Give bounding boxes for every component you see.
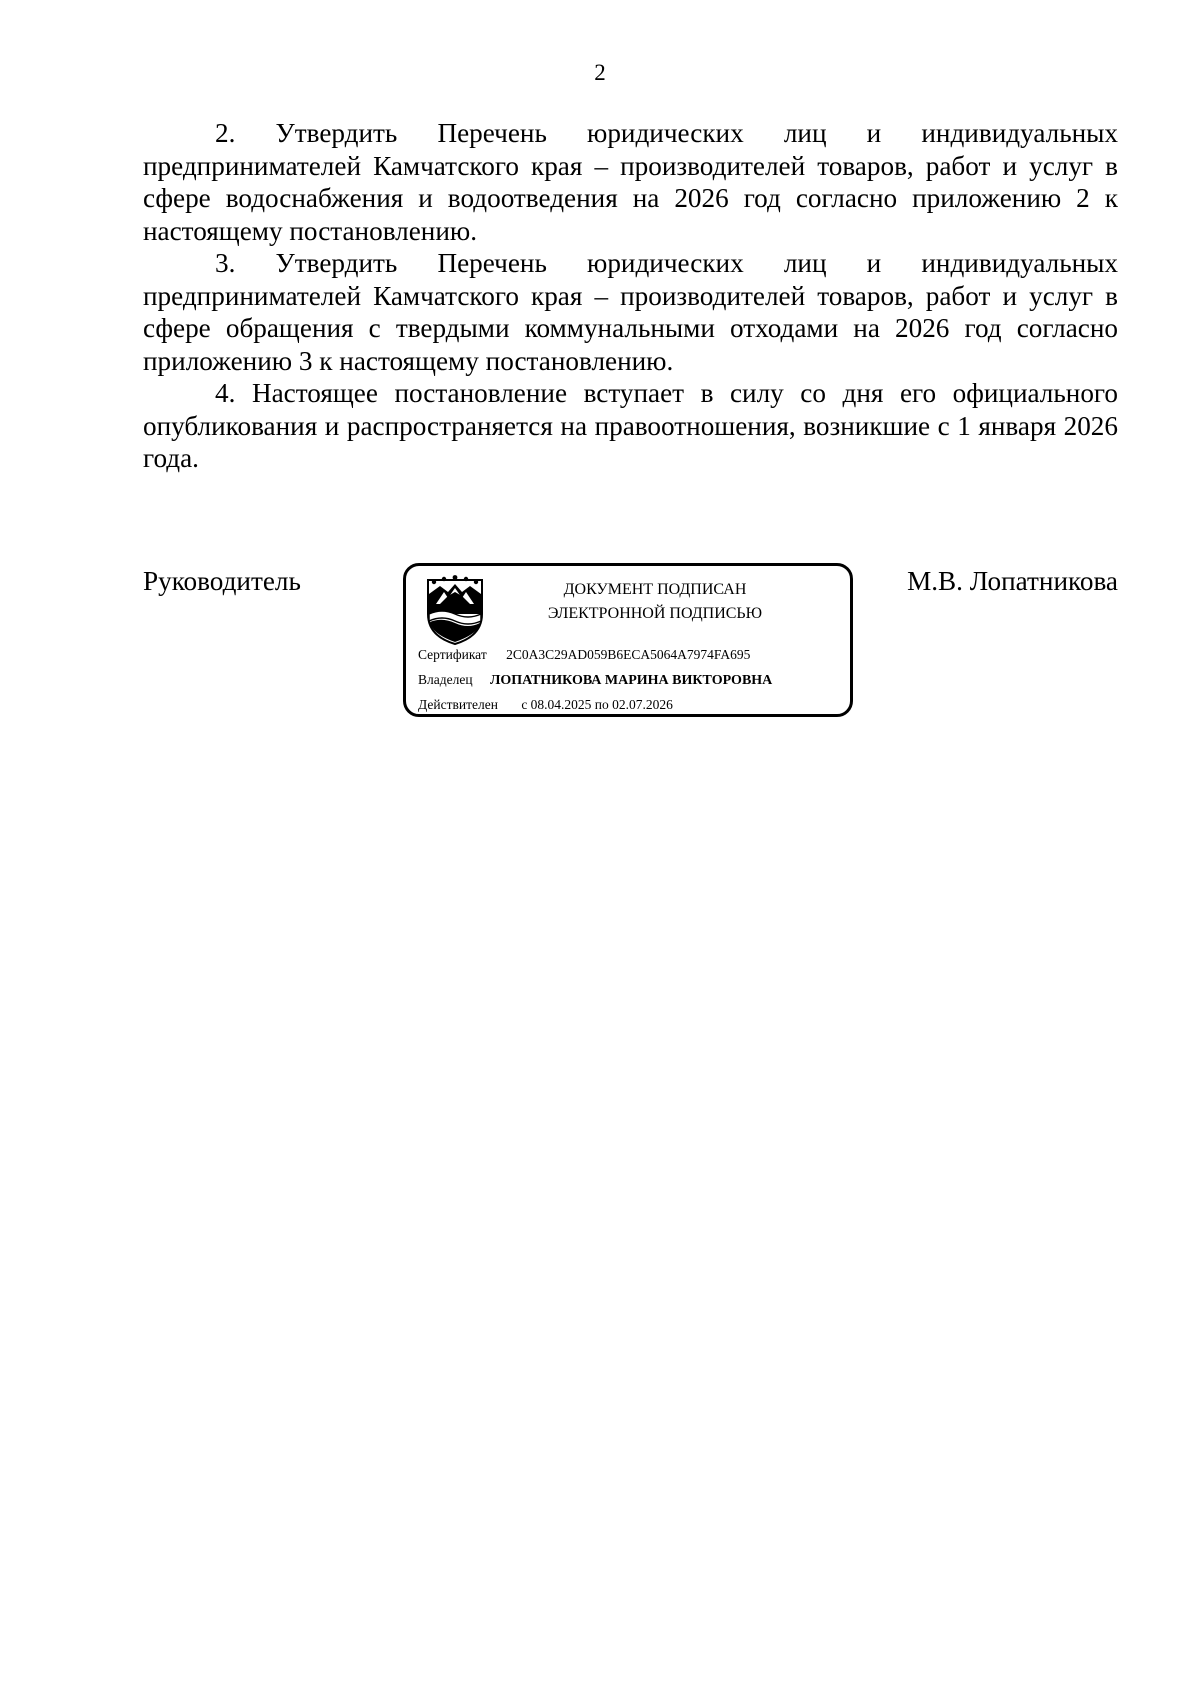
validity-label: Действителен: [418, 697, 498, 712]
stamp-certificate-row: [418, 647, 750, 663]
owner-label: Владелец: [418, 672, 473, 687]
signer-position: Руководитель: [143, 566, 301, 596]
page-number: 2: [594, 60, 606, 85]
stamp-heading-line2: ЭЛЕКТРОННОЙ ПОДПИСЬЮ: [547, 605, 763, 622]
paragraph-2: 2. Утвердить Перечень юридических лиц и индивидуальных предпринимателей Камчатского края – производителей товаров, работ и услуг в сфере водоснабжения и водоотведения на 2026 год согласно приложению 2 к настоящему постановлению.: [143, 118, 1118, 246]
document-body: [143, 117, 1118, 475]
electronic-signature-stamp: [403, 563, 853, 717]
kamchatka-coat-of-arms-icon: [422, 574, 488, 646]
signer-name: М.В. Лопатникова: [907, 566, 1118, 596]
validity-period: с 08.04.2025 по 02.07.2026: [521, 697, 673, 712]
stamp-heading-line1: ДОКУМЕНТ ПОДПИСАН: [563, 581, 747, 598]
signature-block: [143, 565, 1118, 725]
paragraph-3: 3. Утвердить Перечень юридических лиц и индивидуальных предпринимателей Камчатского края – производителей товаров, работ и услуг в сфере обращения с твердыми коммунальными отходами на 2026 год согласно приложению 3 к настоящему постановлению.: [143, 248, 1118, 376]
stamp-validity-row: [418, 697, 673, 713]
paragraph-4: 4. Настоящее постановление вступает в силу со дня его официального опубликования и распространяется на правоотношения, возникшие с 1 января 2026 года.: [143, 378, 1118, 473]
stamp-owner-row: [418, 672, 772, 689]
certificate-value: 2C0A3C29AD059B6ECA5064A7974FA695: [506, 647, 751, 662]
stamp-heading: [490, 578, 820, 626]
owner-value: ЛОПАТНИКОВА МАРИНА ВИКТОРОВНА: [489, 673, 773, 688]
certificate-label: Сертификат: [418, 647, 487, 662]
